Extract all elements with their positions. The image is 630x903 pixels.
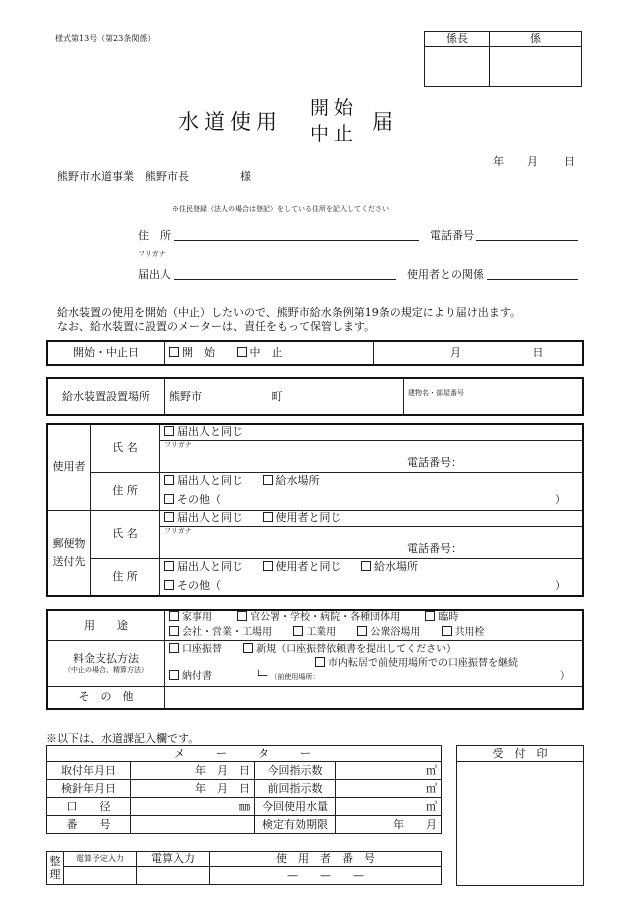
usage-household: 家事用 <box>182 612 212 623</box>
title-tail: 届 <box>372 110 393 134</box>
usage-label: 用 途 <box>47 610 165 641</box>
statement-1: 給水装置の使用を開始（中止）したいので、熊野市給水条例第19条の規定により届け出ます。 <box>57 306 521 319</box>
start-checkbox[interactable] <box>169 347 179 357</box>
meter-row2-unit: ㎥ <box>336 780 442 798</box>
user-addr-water-checkbox[interactable] <box>263 475 273 485</box>
seiri-field1[interactable] <box>64 867 137 885</box>
usage-temporary: 臨時 <box>438 612 459 623</box>
user-addr-opt1: 届出人と同じ <box>177 474 243 488</box>
applicant-name-label: 届出人 <box>138 268 171 281</box>
meter-row1-unit: ㎥ <box>336 762 442 780</box>
approval-stamp-2[interactable] <box>490 46 582 86</box>
payment-sub: （中止の場合、精算方法） <box>64 666 148 674</box>
start-day: 日 <box>532 346 544 360</box>
meter-row1-value: 年 月 日 <box>131 762 255 780</box>
mail-opt1: 届出人と同じ <box>177 511 243 525</box>
seiri-table <box>46 851 442 885</box>
building-label: 建物名・部屋番号 <box>408 389 464 397</box>
usage-bath: 公衆浴場用 <box>370 626 421 638</box>
meter-row3-label: 口 径 <box>47 798 131 816</box>
phone-label: 電話番号 <box>430 229 474 242</box>
user-addr-same-checkbox[interactable] <box>164 475 174 485</box>
location-table <box>46 377 584 416</box>
stop-label: 中 止 <box>249 346 283 360</box>
mail-addr-opt1: 届出人と同じ <box>177 560 243 574</box>
office-note: ※以下は、水道課記入欄です。 <box>46 732 200 745</box>
usage-public-checkbox[interactable] <box>237 611 247 621</box>
payment-continue: 市内転居で前使用場所での口座振替を継続 <box>328 657 518 669</box>
mail-section-1: 郵便物 <box>52 537 86 551</box>
payment-slip-checkbox[interactable] <box>169 670 179 680</box>
mail-section-2: 送付先 <box>52 554 86 568</box>
usage-bath-checkbox[interactable] <box>357 626 367 636</box>
start-label: 開 始 <box>182 346 215 360</box>
usage-household-checkbox[interactable] <box>169 611 179 621</box>
other-field[interactable] <box>165 687 584 709</box>
meter-row3-value: ㎜ <box>131 798 255 816</box>
usage-payment-table: 用 途 家事用 官公署・学校・病院・各種団体用 臨時 会社・営業・工場用 工業用 公衆浴場用 共用栓 料金支払方法 （中止の場合、精算方法） 口座振替 新規（口座振替依頼書を提出してください） 市内転居で前使用場所での口座振替を継続 納付書 └─ （前使用場所： ） そ の 他 <box>46 609 584 710</box>
payment-continue-checkbox[interactable] <box>315 657 325 667</box>
usage-shared-checkbox[interactable] <box>442 626 452 636</box>
meter-row3-label2: 今回使用水量 <box>255 798 336 816</box>
mail-addr-user-checkbox[interactable] <box>263 561 273 571</box>
user-furigana: フリガナ <box>164 440 192 449</box>
address-field[interactable] <box>174 240 419 241</box>
meter-row1-label2: 今回指示数 <box>255 762 336 780</box>
addressee-sama: 様 <box>240 170 251 183</box>
other-label: そ の 他 <box>47 687 165 709</box>
location-building[interactable] <box>404 378 584 415</box>
payment-transfer: 口座振替 <box>182 644 222 656</box>
user-addr-opt2: 給水場所 <box>275 474 320 488</box>
mail-same-user-checkbox[interactable] <box>263 512 273 522</box>
usage-business-checkbox[interactable] <box>169 626 179 636</box>
seiri-user-number[interactable]: — — — <box>210 867 442 885</box>
date-day: 日 <box>564 155 575 168</box>
start-stop-label: 開始・中止日 <box>47 341 165 365</box>
payment-label: 料金支払方法 <box>73 652 139 666</box>
location-town: 町 <box>271 389 283 403</box>
mail-furigana: フリガナ <box>164 526 192 535</box>
receipt-stamp-area[interactable] <box>457 762 584 886</box>
mail-opt2: 使用者と同じ <box>275 511 342 525</box>
payment-new: 新規（口座振替依頼書を提出してください） <box>256 644 457 656</box>
date-month: 月 <box>527 155 538 168</box>
usage-business: 会社・営業・工場用 <box>182 626 272 638</box>
payment-new-checkbox[interactable] <box>243 643 253 653</box>
receipt-label: 受 付 印 <box>457 746 584 762</box>
usage-public: 官公署・学校・病院・各種団体用 <box>250 612 401 623</box>
seiri-label-2: 理 <box>49 868 61 881</box>
approval-stamp-1[interactable] <box>425 46 490 86</box>
user-phone: 電話番号： <box>407 455 462 469</box>
title-opt-start: 開始 <box>310 97 359 119</box>
residence-note: ※住民登録（法人の場合は登記）をしている住所を記入してください <box>172 205 389 213</box>
usage-shared: 共用栓 <box>454 626 485 638</box>
approval-head-1: 係長 <box>425 32 490 47</box>
meter-header: メ ー タ ー <box>47 746 442 762</box>
meter-row2-label: 検針年月日 <box>47 780 131 798</box>
mail-addr-close: ） <box>555 578 566 592</box>
location-label: 給水装置設置場所 <box>47 378 165 415</box>
mail-addr-opt3: 給水場所 <box>374 560 418 574</box>
addressee: 熊野市水道事業 熊野市長 <box>57 170 189 183</box>
approval-head-2: 係 <box>490 32 582 47</box>
approval-box <box>424 31 582 87</box>
date-year: 年 <box>493 155 504 168</box>
mail-same-applicant-checkbox[interactable] <box>164 512 174 522</box>
mail-addr-label: 住 所 <box>91 558 160 596</box>
meter-row4-unit: 年 月 <box>336 816 442 834</box>
user-addr-other: その他（ <box>177 492 221 506</box>
seiri-col1: 電算予定入力 <box>64 852 137 867</box>
statement-2: なお、給水装置に設置のメーターは、責任をもって保管します。 <box>57 320 376 333</box>
location-address[interactable] <box>165 378 404 415</box>
form-id: 様式第13号（第23条関係） <box>55 34 156 43</box>
user-name-label: 氏 名 <box>91 424 160 472</box>
meter-row2-label2: 前回指示数 <box>255 780 336 798</box>
meter-row4-label2: 検定有効期限 <box>255 816 336 834</box>
meter-row2-value: 年 月 日 <box>131 780 255 798</box>
payment-transfer-checkbox[interactable] <box>169 643 179 653</box>
usage-industrial: 工業用 <box>306 626 337 638</box>
user-section: 使用者 <box>47 424 91 510</box>
usage-temporary-checkbox[interactable] <box>425 611 435 621</box>
meter-row4-label: 番 号 <box>47 816 131 834</box>
meter-table <box>46 745 442 834</box>
payment-prev: （前使用場所： <box>270 673 320 682</box>
user-name-field[interactable] <box>160 440 584 472</box>
mail-name-label: 氏 名 <box>91 510 160 558</box>
seiri-col3: 使 用 者 番 号 <box>210 852 442 867</box>
meter-row4-value <box>131 816 255 834</box>
applicant-furigana: フリガナ <box>138 250 166 258</box>
meter-row3-unit: ㎥ <box>336 798 442 816</box>
title-main: 水道使用 <box>178 110 282 134</box>
mail-addr-other: その他（ <box>177 578 221 592</box>
phone-field[interactable] <box>476 240 578 241</box>
meter-row1-label: 取付年月日 <box>47 762 131 780</box>
mail-addr-applicant-checkbox[interactable] <box>164 561 174 571</box>
user-same-label: 届出人と同じ <box>177 425 243 439</box>
applicant-name-field[interactable] <box>174 279 396 280</box>
mail-name-field[interactable] <box>160 526 584 558</box>
usage-industrial-checkbox[interactable] <box>293 626 303 636</box>
relation-label: 使用者との関係 <box>407 268 484 281</box>
payment-slip: 納付書 <box>182 671 212 683</box>
user-addr-label: 住 所 <box>91 472 160 510</box>
seiri-label-1: 整 <box>49 854 61 868</box>
seiri-field2[interactable] <box>137 867 210 885</box>
start-month: 月 <box>450 346 461 360</box>
mail-addr-other-checkbox[interactable] <box>164 580 174 590</box>
user-mail-table <box>46 423 584 597</box>
address-label: 住 所 <box>138 229 171 242</box>
receipt-box <box>456 745 584 886</box>
mail-phone: 電話番号： <box>407 541 462 555</box>
payment-close: ） <box>560 671 570 683</box>
relation-field[interactable] <box>487 279 578 280</box>
seiri-col2: 電算入力 <box>137 852 210 867</box>
user-addr-close: ） <box>555 492 566 506</box>
location-city: 熊野市 <box>169 389 202 403</box>
mail-addr-opt2: 使用者と同じ <box>275 560 342 574</box>
user-same-checkbox[interactable] <box>164 426 174 436</box>
title-opt-stop: 中止 <box>310 123 359 145</box>
user-addr-other-checkbox[interactable] <box>164 494 174 504</box>
mail-addr-water-checkbox[interactable] <box>361 561 371 571</box>
start-stop-table <box>46 340 584 366</box>
stop-checkbox[interactable] <box>237 347 247 357</box>
